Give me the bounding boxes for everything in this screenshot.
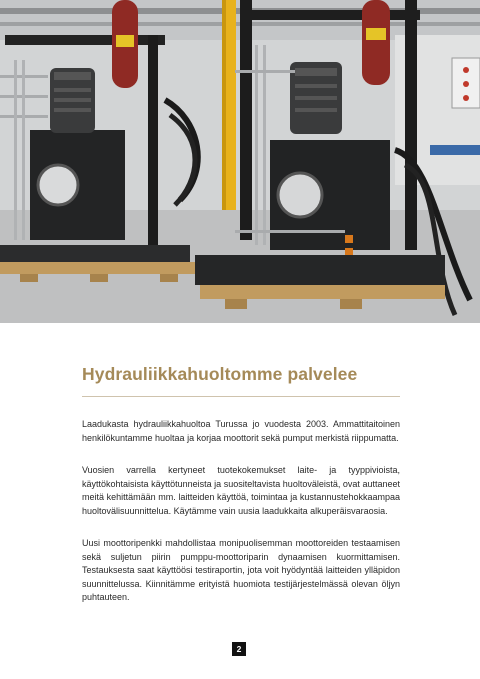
- title-divider: [82, 396, 400, 397]
- paragraph-experience: Vuosien varrella kertyneet tuotekokemukset laite- ja tyyppivioista, käyttökohtaisista käyttötunneista ja suositeltavista huoltoväleistä, ovat auttaneet meitä kehittämään mm. laitteiden käyttöä, toimintaa ja kustannustehokkaampaa huoltovälisuunnittelua. Käytämme vain uusia laadukkaita alkuperäisvaraosia.: [82, 465, 400, 516]
- photo-illustration: [0, 0, 480, 323]
- page-number-badge: 2: [232, 642, 246, 656]
- paragraph-motor-bench: Uusi moottoripenkki mahdollistaa monipuolisemman moottoreiden testaamisen sekä suljetun piirin pumppu-moottoriparin dynaamisen kuormittamisen. Testauksesta saat käyttöösi testiraportin, jota voit hyödyntää laitteiden ylläpidon suunnittelussa. Kiinnitämme erityistä huomiota testijärjestelmässä olevan öljyn puhtauteen.: [82, 538, 400, 602]
- warning-label-icon: [366, 28, 386, 40]
- hydraulic-test-bench-photo: [0, 0, 480, 323]
- paragraph-intro: Laadukasta hydrauliikkahuoltoa Turussa jo vuodesta 2003. Ammattitaitoinen henkilökuntamme huoltaa ja korjaa moottorit sekä pumput merkistä riippumatta.: [82, 419, 400, 443]
- page-title: Hydrauliikkahuoltomme palvelee: [82, 364, 358, 384]
